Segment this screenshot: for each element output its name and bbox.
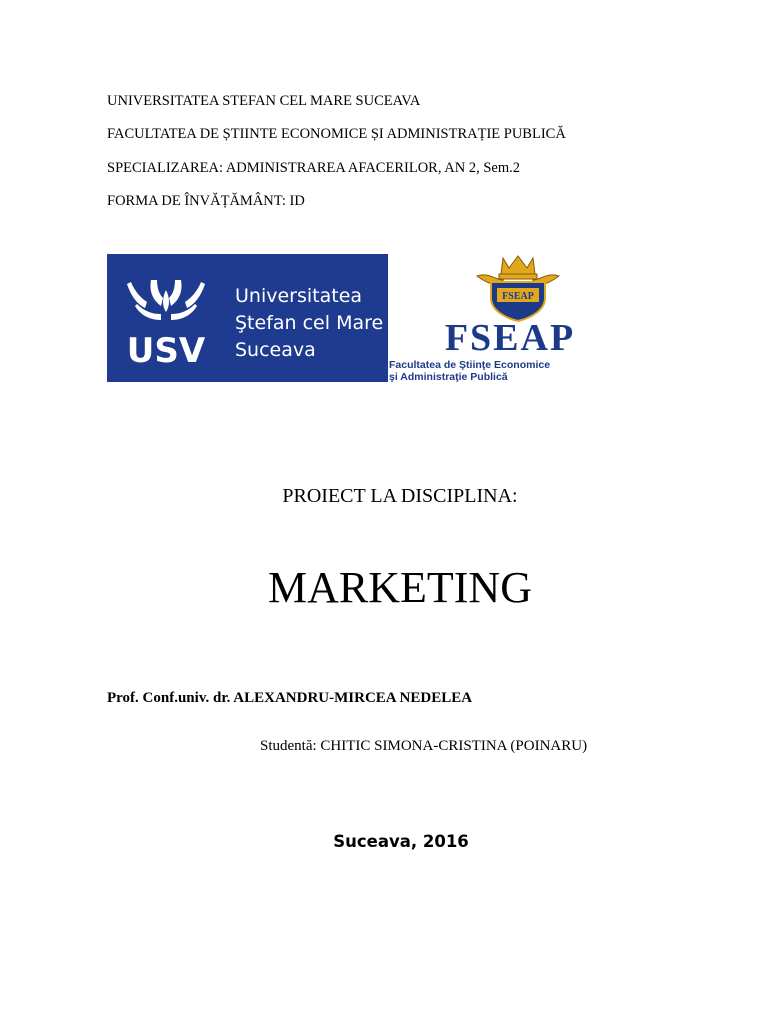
- faculty-line: FACULTATEA DE ȘTIINTE ECONOMICE ȘI ADMINISTRAȚIE PUBLICĂ: [107, 126, 566, 142]
- fseap-subtitle-line1: Facultatea de Ştiinţe Economice: [389, 359, 551, 371]
- university-line: UNIVERSITATEA STEFAN CEL MARE SUCEAVA: [107, 93, 421, 109]
- usv-logo-line1: Universitatea: [235, 285, 363, 307]
- fseap-crest-label: FSEAP: [502, 291, 534, 302]
- usv-emblem-icon: [121, 276, 211, 366]
- fseap-acronym: FSEAP: [444, 317, 576, 359]
- professor-line: Prof. Conf.univ. dr. ALEXANDRU-MIRCEA NEDELEA: [107, 690, 473, 706]
- usv-abbr: USV: [126, 331, 206, 366]
- usv-logo-line2: Ştefan cel Mare: [235, 312, 384, 334]
- project-heading: PROIECT LA DISCIPLINA:: [282, 485, 518, 507]
- student-line: [260, 737, 587, 755]
- fseap-subtitle-line2: şi Administraţie Publică: [389, 371, 508, 383]
- place-year: Suceava, 2016: [333, 832, 469, 851]
- student-name: CHITIC SIMONA-CRISTINA (POINARU): [320, 738, 588, 754]
- usv-logo-text: [235, 283, 383, 364]
- fseap-crest-icon: [473, 254, 563, 322]
- study-form-line: FORMA DE ÎNVĂȚĂMÂNT: ID: [107, 193, 305, 209]
- specialization-line: SPECIALIZAREA: ADMINISTRAREA AFACERILOR, AN 2, Sem.2: [107, 160, 521, 176]
- discipline-title: MARKETING: [268, 563, 532, 612]
- usv-logo-line3: Suceava: [235, 339, 316, 361]
- fseap-logo: [385, 252, 655, 384]
- usv-logo: [107, 254, 388, 382]
- student-label: Studentă:: [260, 738, 317, 754]
